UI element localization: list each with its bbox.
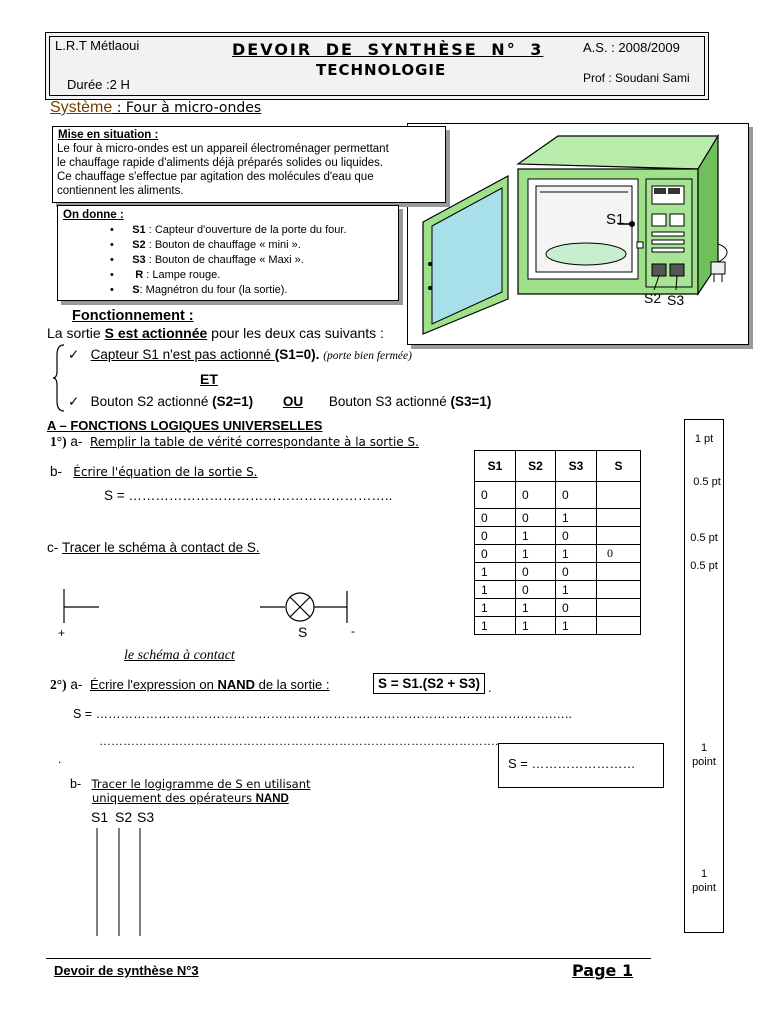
system-name: : Four à micro-ondes	[112, 100, 262, 116]
output-cell[interactable]	[597, 509, 641, 527]
input-cell: 0	[516, 482, 556, 509]
given-item: • S1 : Capteur d'ouverture de la porte du four.	[110, 224, 347, 236]
input-s3: S3	[137, 809, 155, 825]
exam-duration: Durée :2 H	[67, 77, 130, 92]
input-cell: 1	[516, 617, 556, 635]
input-cell: 1	[556, 617, 597, 635]
situation-line: Ce chauffage s'effectue par agitation des molécules d'eau que	[57, 171, 374, 183]
output-cell[interactable]	[597, 599, 641, 617]
input-cell: 0	[516, 563, 556, 581]
points-q2b: 1 point	[692, 868, 716, 894]
check-icon: ✓	[68, 347, 80, 362]
input-cell: 0	[556, 482, 597, 509]
system-label: Système	[50, 99, 113, 116]
schema-minus: -	[351, 624, 355, 638]
input-cell: 0	[475, 482, 516, 509]
operation-intro: La sortie S est actionnée pour les deux cas suivants :	[47, 325, 384, 341]
and-keyword: ET	[200, 371, 218, 387]
col-header: S2	[516, 451, 556, 482]
footer-left: Devoir de synthèse N°3	[54, 963, 199, 978]
output-cell[interactable]	[597, 527, 641, 545]
truth-table-header	[475, 451, 641, 482]
truth-table-row	[475, 545, 641, 563]
input-cell: 1	[556, 545, 597, 563]
answer-2a-line1[interactable]: S = ………………………………………………………………………………………….…….…..	[73, 707, 572, 721]
situation-line: contiennent les aliments.	[57, 185, 184, 197]
col-header: S1	[475, 451, 516, 482]
points-q1a: 1 pt	[694, 433, 714, 445]
truth-table-wrap	[474, 450, 641, 635]
output-cell[interactable]	[597, 563, 641, 581]
label-s2: S2	[644, 290, 662, 306]
system-title	[50, 99, 261, 117]
answer-2a-box[interactable]	[498, 743, 664, 788]
truth-table-row	[475, 482, 641, 509]
input-cell: 1	[516, 545, 556, 563]
schema-lamp-label: S	[298, 624, 308, 640]
section-a-heading: A – FONCTIONS LOGIQUES UNIVERSELLES	[47, 418, 323, 433]
input-cell: 0	[475, 509, 516, 527]
input-cell: 1	[556, 581, 597, 599]
question-1c: c- Tracer le schéma à contact de S.	[47, 540, 260, 555]
case2: ✓ Bouton S2 actionné (S2=1) OU Bouton S3 actionné (S3=1)	[68, 394, 492, 409]
input-cell: 1	[475, 581, 516, 599]
given-box	[57, 205, 399, 301]
answer-1b[interactable]: S = …………………………………………………..	[104, 488, 393, 503]
points-q1d: 0.5 pt	[690, 560, 718, 572]
truth-table-row	[475, 599, 641, 617]
label-s3: S3	[667, 292, 685, 308]
nand-expression-box	[373, 673, 485, 694]
input-cell: 1	[516, 599, 556, 617]
input-cell: 1	[516, 527, 556, 545]
input-cell: 0	[556, 599, 597, 617]
points-column	[684, 419, 724, 933]
teacher-name: Prof : Soudani Sami	[583, 71, 690, 85]
situation-line: le chauffage rapide d'aliments déjà préparés solides ou liquides.	[57, 157, 384, 169]
input-cell: 1	[475, 617, 516, 635]
given-item: • S3 : Bouton de chauffage « Maxi ».	[110, 254, 304, 266]
truth-table-row	[475, 617, 641, 635]
microwave-oven-illustration	[408, 124, 748, 344]
situation-box	[52, 126, 446, 203]
footer-page: Page 1	[572, 961, 634, 980]
col-header: S	[597, 451, 641, 482]
input-s2: S2	[115, 809, 133, 825]
exam-subject: TECHNOLOGIE	[316, 61, 447, 79]
question-1a: 1°) a- Remplir la table de vérité correspondante à la sortie S.	[50, 434, 419, 449]
truth-table-row	[475, 509, 641, 527]
label-s1: S1	[606, 211, 625, 228]
oven-illustration-frame	[407, 123, 749, 345]
output-cell[interactable]: 0	[597, 545, 641, 563]
input-cell: 0	[516, 581, 556, 599]
points-q2a: 1 point	[692, 742, 716, 768]
situation-text	[57, 142, 389, 198]
question-2b: b- Tracer le logigramme de S en utilisant uniquement des opérateurs NAND	[70, 777, 311, 805]
schema-plus: +	[58, 626, 66, 640]
situation-line: Le four à micro-ondes est un appareil électroménager permettant	[57, 143, 389, 155]
truth-table-row	[475, 563, 641, 581]
question-2a: 2°) a- Écrire l'expression on NAND de la sortie :	[50, 677, 330, 692]
input-cell: 1	[475, 599, 516, 617]
logigram-input-lines[interactable]	[90, 826, 150, 938]
school-name: L.R.T Métlaoui	[55, 38, 140, 53]
input-cell: 0	[516, 509, 556, 527]
input-cell: 0	[556, 527, 597, 545]
input-cell: 1	[556, 509, 597, 527]
exam-title: DEVOIR DE SYNTHÈSE N° 3	[232, 40, 544, 59]
situation-heading: Mise en situation :	[58, 129, 159, 141]
nand-expression: S = S1.(S2 + S3)	[378, 676, 481, 691]
input-cell: 1	[475, 563, 516, 581]
truth-table[interactable]	[474, 450, 641, 635]
period: .	[488, 680, 492, 695]
contact-schema[interactable]	[55, 585, 365, 625]
check-icon: ✓	[68, 394, 80, 409]
stray-dot: .	[58, 752, 62, 766]
input-cell: 0	[556, 563, 597, 581]
input-cell: 0	[475, 527, 516, 545]
input-s1: S1	[91, 809, 109, 825]
operation-heading: Fonctionnement :	[72, 308, 194, 324]
footer-rule	[46, 958, 651, 959]
answer-2a-box-text: S = ……………………	[508, 756, 636, 771]
exam-header	[45, 32, 709, 100]
given-item: • R : Lampe rouge.	[110, 269, 221, 281]
truth-table-row	[475, 581, 641, 599]
points-q1b: 0.5 pt	[693, 476, 721, 488]
col-header: S3	[556, 451, 597, 482]
answer-2a-line2[interactable]: ……………………………………………………………………………………….	[99, 734, 499, 748]
given-item: • S2 : Bouton de chauffage « mini ».	[110, 239, 301, 251]
input-cell: 0	[475, 545, 516, 563]
given-list	[110, 223, 347, 298]
points-q1c: 0.5 pt	[690, 532, 718, 544]
given-item: • S: Magnétron du four (la sortie).	[110, 284, 288, 296]
schema-caption: le schéma à contact	[124, 648, 235, 663]
given-heading: On donne :	[63, 209, 124, 221]
case1: ✓ Capteur S1 n'est pas actionné (S1=0). (porte bien fermée)	[68, 347, 412, 362]
output-cell[interactable]	[597, 617, 641, 635]
truth-table-row	[475, 527, 641, 545]
output-cell[interactable]	[597, 581, 641, 599]
output-cell[interactable]	[597, 482, 641, 509]
school-year: A.S. : 2008/2009	[583, 40, 680, 55]
question-1b: b- Écrire l'équation de la sortie S.	[50, 464, 258, 479]
brace-icon	[52, 343, 66, 413]
